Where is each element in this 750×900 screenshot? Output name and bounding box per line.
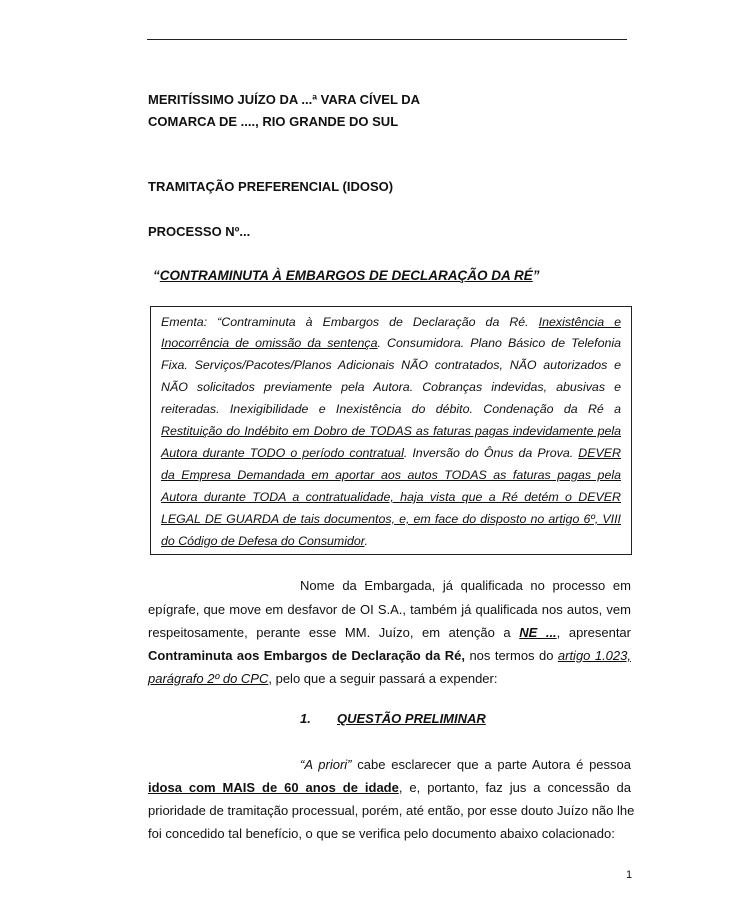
page-number: 1 xyxy=(626,869,633,881)
ementa-line: Inocorrência de omissão da sentença. Consumidora. Plano Básico de Telefonia xyxy=(161,336,621,350)
ementa-line: Autora durante TODA a contratualidade, haja vista que a Ré detém o DEVER xyxy=(161,490,621,504)
paragraph-line: Nome da Embargada, já qualificada no processo em xyxy=(300,578,631,593)
ementa-line: Autora durante TODO o período contratual. Inversão do Ônus da Prova. DEVER xyxy=(161,446,621,460)
addressee-line-1: MERITÍSSIMO JUÍZO DA ...ª VARA CÍVEL DA xyxy=(148,92,421,107)
addressee-line-2: COMARCA DE ...., RIO GRANDE DO SUL xyxy=(148,114,399,129)
ementa-line: reiteradas. Inexigibilidade e Inexistência do débito. Condenação da Ré a xyxy=(161,402,621,416)
ementa-line: Fixa. Serviços/Pacotes/Planos Adicionais NÃO contratados, NÃO autorizados e xyxy=(161,358,621,372)
paragraph-line: prioridade de tramitação processual, porém, até então, por esse douto Juízo não lhe xyxy=(148,803,635,818)
ementa-line: Restituição do Indébito em Dobro de TODAS as faturas pagas indevidamente pela xyxy=(161,424,621,438)
paragraph-line: respeitosamente, perante esse MM. Juízo, em atenção a NE ..., apresentar xyxy=(148,625,631,640)
ementa-box xyxy=(150,306,632,555)
ementa-line: LEGAL DE GUARDA de tais documentos, e, em face do disposto no artigo 6º, VIII xyxy=(161,512,621,526)
ementa-line: do Código de Defesa do Consumidor. xyxy=(161,534,368,548)
ementa-line: NÃO solicitados previamente pela Autora. Cobranças indevidas, abusivas e xyxy=(161,380,621,394)
header-rule xyxy=(147,39,627,40)
processo-number: PROCESSO Nº... xyxy=(148,224,251,239)
paragraph-line: “A priori” cabe esclarecer que a parte Autora é pessoa xyxy=(300,757,631,772)
paragraph-line: parágrafo 2º do CPC, pelo que a seguir passará a expender: xyxy=(148,671,498,686)
ementa-line: da Empresa Demandada em aportar aos autos TODAS as faturas pagas pela xyxy=(161,468,621,482)
paragraph-line: Contraminuta aos Embargos de Declaração da Ré, nos termos do artigo 1.023, xyxy=(148,648,631,663)
document-title-text: CONTRAMINUTA À EMBARGOS DE DECLARAÇÃO DA RÉ xyxy=(159,268,533,283)
document-title: “CONTRAMINUTA À EMBARGOS DE DECLARAÇÃO DA RÉ” xyxy=(153,268,540,283)
paragraph-line: epígrafe, que move em desfavor de OI S.A., também já qualificada nos autos, vem xyxy=(148,602,631,617)
section-title: QUESTÃO PRELIMINAR xyxy=(337,711,486,726)
section-number: 1. xyxy=(300,711,311,726)
paragraph-line: idosa com MAIS de 60 anos de idade, e, portanto, faz jus a concessão da xyxy=(148,780,631,795)
paragraph-line: foi concedido tal benefício, o que se verifica pelo documento abaixo colacionado: xyxy=(148,826,615,841)
ementa-line: Ementa: “Contraminuta à Embargos de Declaração da Ré. Inexistência e xyxy=(161,315,621,329)
tramitacao-preferencial: TRAMITAÇÃO PREFERENCIAL (IDOSO) xyxy=(148,179,394,194)
